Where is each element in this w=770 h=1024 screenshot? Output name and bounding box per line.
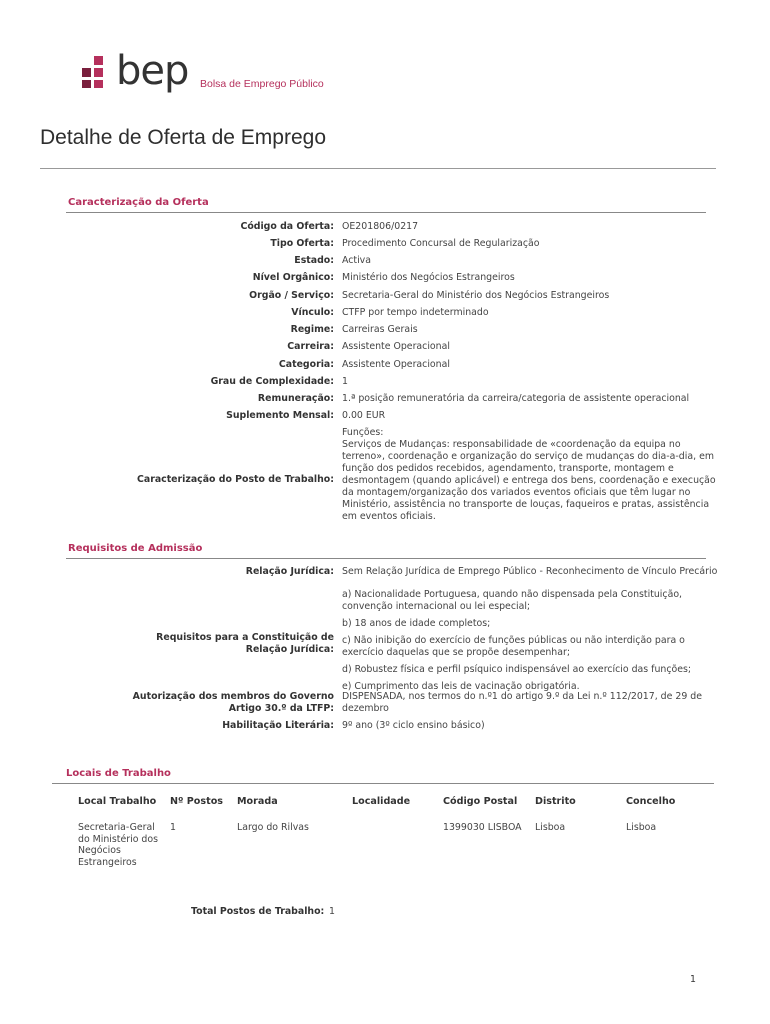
field-value: Secretaria-Geral do Ministério dos Negócios Estrangeiros	[342, 290, 610, 301]
field-label: Estado:	[294, 255, 334, 266]
logo-squares-icon	[82, 56, 114, 88]
column-header: Localidade	[352, 796, 411, 807]
page-title: Detalhe de Oferta de Emprego	[40, 126, 327, 149]
field-label: Grau de Complexidade:	[210, 376, 334, 387]
cell-codigo-postal: 1399030 LISBOA	[443, 822, 522, 833]
posto-value-title: Funções:	[342, 427, 384, 438]
field-label: Autorização dos membros do Governo	[132, 691, 334, 702]
field-label: Orgão / Serviço:	[249, 290, 334, 301]
title-divider	[40, 168, 716, 169]
requisito-item: d) Robustez física e perfil psíquico indispensável ao exercício das funções;	[342, 664, 692, 675]
field-label: Suplemento Mensal:	[226, 410, 334, 421]
field-value: OE201806/0217	[342, 221, 419, 232]
field-label: Categoria:	[278, 359, 334, 370]
field-label: Relação Jurídica:	[245, 644, 334, 655]
section-divider	[66, 212, 706, 213]
requisito-item: a) Nacionalidade Portuguesa, quando não dispensada pela Constituição, convenção internacional ou lei especial;	[342, 589, 683, 612]
field-value: Procedimento Concursal de Regularização	[342, 238, 540, 249]
cell-local: Secretaria-Geral do Ministério dos Negócios Estrangeiros	[78, 822, 158, 868]
total-postos-value: 1	[329, 906, 335, 917]
field-label: Nível Orgânico:	[252, 272, 334, 283]
cell-concelho: Lisboa	[626, 822, 657, 833]
field-label: Artigo 30.º da LTFP:	[228, 703, 334, 714]
field-value: CTFP por tempo indeterminado	[342, 307, 489, 318]
field-label: Tipo Oferta:	[270, 238, 334, 249]
cell-distrito: Lisboa	[535, 822, 566, 833]
column-header: Código Postal	[443, 796, 518, 807]
field-value: Assistente Operacional	[342, 359, 450, 370]
section-heading-caracterizacao: Caracterização da Oferta	[68, 197, 209, 208]
field-label: Caracterização do Posto de Trabalho:	[136, 474, 334, 485]
logo-word: bep	[116, 48, 189, 94]
field-value: Ministério dos Negócios Estrangeiros	[342, 272, 515, 283]
requisito-item: b) 18 anos de idade completos;	[342, 618, 491, 629]
field-value: Assistente Operacional	[342, 341, 450, 352]
field-value: Activa	[342, 255, 371, 266]
field-value: 9º ano (3º ciclo ensino básico)	[342, 720, 485, 731]
section-divider	[66, 558, 706, 559]
field-label: Habilitação Literária:	[222, 720, 334, 731]
column-header: Morada	[237, 796, 278, 807]
field-label: Carreira:	[287, 341, 334, 352]
requisito-item: e) Cumprimento das leis de vacinação obrigatória.	[342, 681, 580, 692]
field-value: 0.00 EUR	[342, 410, 386, 421]
column-header: Nº Postos	[170, 796, 223, 807]
field-label: Relação Jurídica:	[245, 566, 334, 577]
field-label: Regime:	[290, 324, 334, 335]
field-label: Requisitos para a Constituição de	[156, 632, 334, 643]
field-value: Carreiras Gerais	[342, 324, 418, 335]
section-heading-requisitos: Requisitos de Admissão	[68, 543, 203, 554]
column-header: Concelho	[626, 796, 676, 807]
logo-subtitle: Bolsa de Emprego Público	[200, 78, 324, 90]
field-value: DISPENSADA, nos termos do n.º1 do artigo 9.º da Lei n.º 112/2017, de 29 de dezembro	[342, 691, 703, 714]
cell-postos: 1	[170, 822, 176, 833]
section-heading-locais: Locais de Trabalho	[66, 768, 171, 779]
posto-value-text: Serviços de Mudanças: responsabilidade de «coordenação da equipa no terreno», coordenação e organização do serviço de mudanças do dia-a-dia, em função dos pedidos recebidos, agendamento, transporte, montagem e desmontagem (quando aplicável) e entrega dos bens, coordenação e execução da montagem/organização dos variados eventos oficiais que têm lugar no Ministério, assistência no transporte de louças, faqueiros e pratas, assistência em eventos oficiais.	[342, 439, 716, 522]
total-postos-label: Total Postos de Trabalho:	[191, 906, 325, 917]
bep-logo	[82, 48, 342, 100]
field-label: Remuneração:	[257, 393, 334, 404]
field-value: 1	[342, 376, 348, 387]
cell-morada: Largo do Rilvas	[237, 822, 309, 833]
field-label: Código da Oferta:	[240, 221, 334, 232]
field-label: Vínculo:	[291, 307, 334, 318]
page-number: 1	[690, 974, 696, 985]
requisito-item: c) Não inibição do exercício de funções públicas ou não interdição para o exercício daquelas que se propõe desempenhar;	[342, 635, 685, 658]
column-header: Distrito	[535, 796, 576, 807]
field-value: Sem Relação Jurídica de Emprego Público - Reconhecimento de Vínculo Precário	[342, 566, 718, 577]
column-header: Local Trabalho	[78, 796, 157, 807]
field-value: 1.ª posição remuneratória da carreira/categoria de assistente operacional	[342, 393, 690, 404]
section-divider	[52, 783, 714, 784]
